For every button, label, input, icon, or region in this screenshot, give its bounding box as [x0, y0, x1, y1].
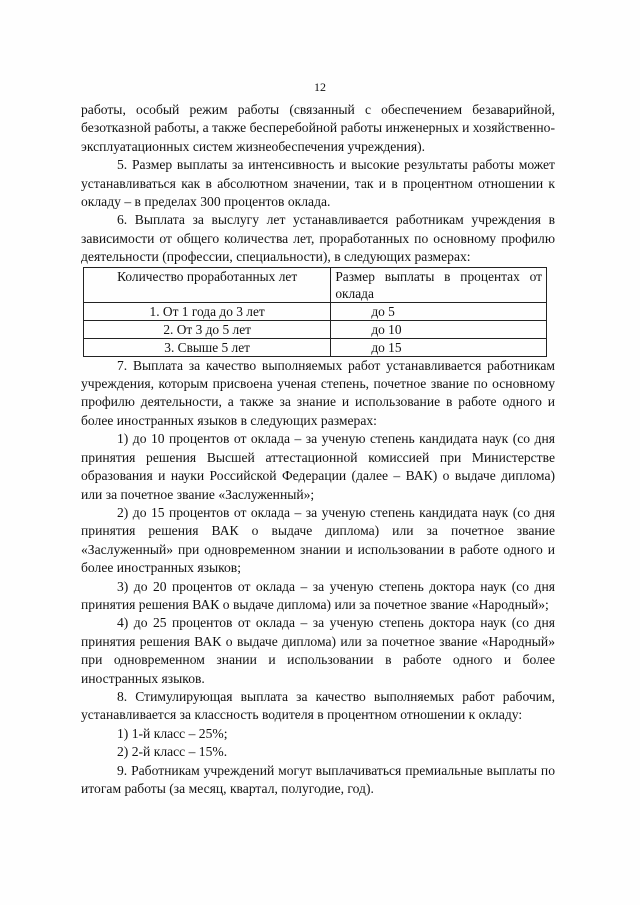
table-cell: 3. Свыше 5 лет [84, 338, 331, 356]
table-row [84, 302, 547, 320]
table-cell: 2. От 3 до 5 лет [84, 320, 331, 338]
table-header-row [84, 267, 547, 302]
paragraph-7-item-3: 3) до 20 процентов от оклада – за ученую степень доктора наук (со дня принятия решения ВАК о выдаче диплома) или за почетное звание «Народный»; [81, 578, 555, 612]
seniority-table [83, 267, 547, 357]
document-body [81, 101, 555, 798]
table-cell: 1. От 1 года до 3 лет [84, 302, 331, 320]
paragraph-5: 5. Размер выплаты за интенсивность и высокие результаты работы может устанавливаться как в абсолютном значении, так и в процентном отношении к окладу – в пределах 300 процентов оклада. [81, 157, 555, 210]
paragraph-7-item-2: 2) до 15 процентов от оклада – за ученую степень кандидата наук (со дня принятия решения ВАК о выдаче диплома) или за почетное звание «Заслуженный» при одновременном знании и использовании в работе одного и более иностранных языков; [81, 504, 555, 576]
table-row [84, 338, 547, 356]
table-row [84, 320, 547, 338]
paragraph-7-item-4: 4) до 25 процентов от оклада – за ученую степень доктора наук (со дня принятия решения ВАК о выдаче диплома) или за почетное звание «Народный» при одновременном знании и использовании в работе одного и более иностранных языков. [81, 615, 555, 686]
paragraph-6: 6. Выплата за выслугу лет устанавливается работникам учреждения в зависимости от общего количества лет, проработанных по основному профилю деятельности (профессии, специальности), в следующих размерах: [81, 212, 555, 265]
paragraph-continuation: работы, особый режим работы (связанный с обеспечением безаварийной, безотказной работы, а также бесперебойной работы инженерных и хозяйственно-эксплуатационных систем жизнеобеспечения учреждения). [81, 102, 555, 154]
paragraph-8-item-1: 1) 1-й класс – 25%; [117, 725, 228, 741]
page-number: 12 [314, 80, 326, 94]
paragraph-9: 9. Работникам учреждений могут выплачиваться премиальные выплаты по итогам работы (за месяц, квартал, полугодие, год). [81, 762, 555, 796]
table-cell: до 15 [331, 338, 547, 356]
paragraph-8: 8. Стимулирующая выплата за качество выполняемых работ рабочим, устанавливается за классность водителя в процентном отношении к окладу: [81, 688, 555, 723]
paragraph-7-item-1: 1) до 10 процентов от оклада – за ученую степень кандидата наук (со дня принятия решения Высшей аттестационной комиссией при Министерстве образования и науки Российской Федерации (далее – ВАК) о выдаче диплома) или за почетное звание «Заслуженный»; [81, 431, 555, 502]
paragraph-8-item-2: 2) 2-й класс – 15%. [117, 744, 228, 760]
table-header-cell: Количество проработанных лет [84, 267, 331, 302]
table-header-cell: Размер выплаты в процентах от оклада [331, 267, 547, 302]
table-cell: до 10 [331, 320, 547, 338]
table-cell: до 5 [331, 302, 547, 320]
paragraph-7: 7. Выплата за качество выполняемых работ устанавливается работникам учреждения, которым присвоена ученая степень, почетное звание по основному профилю деятельности, а также за знание и использование в работе одного и более иностранных языков в следующих размерах: [81, 357, 555, 428]
